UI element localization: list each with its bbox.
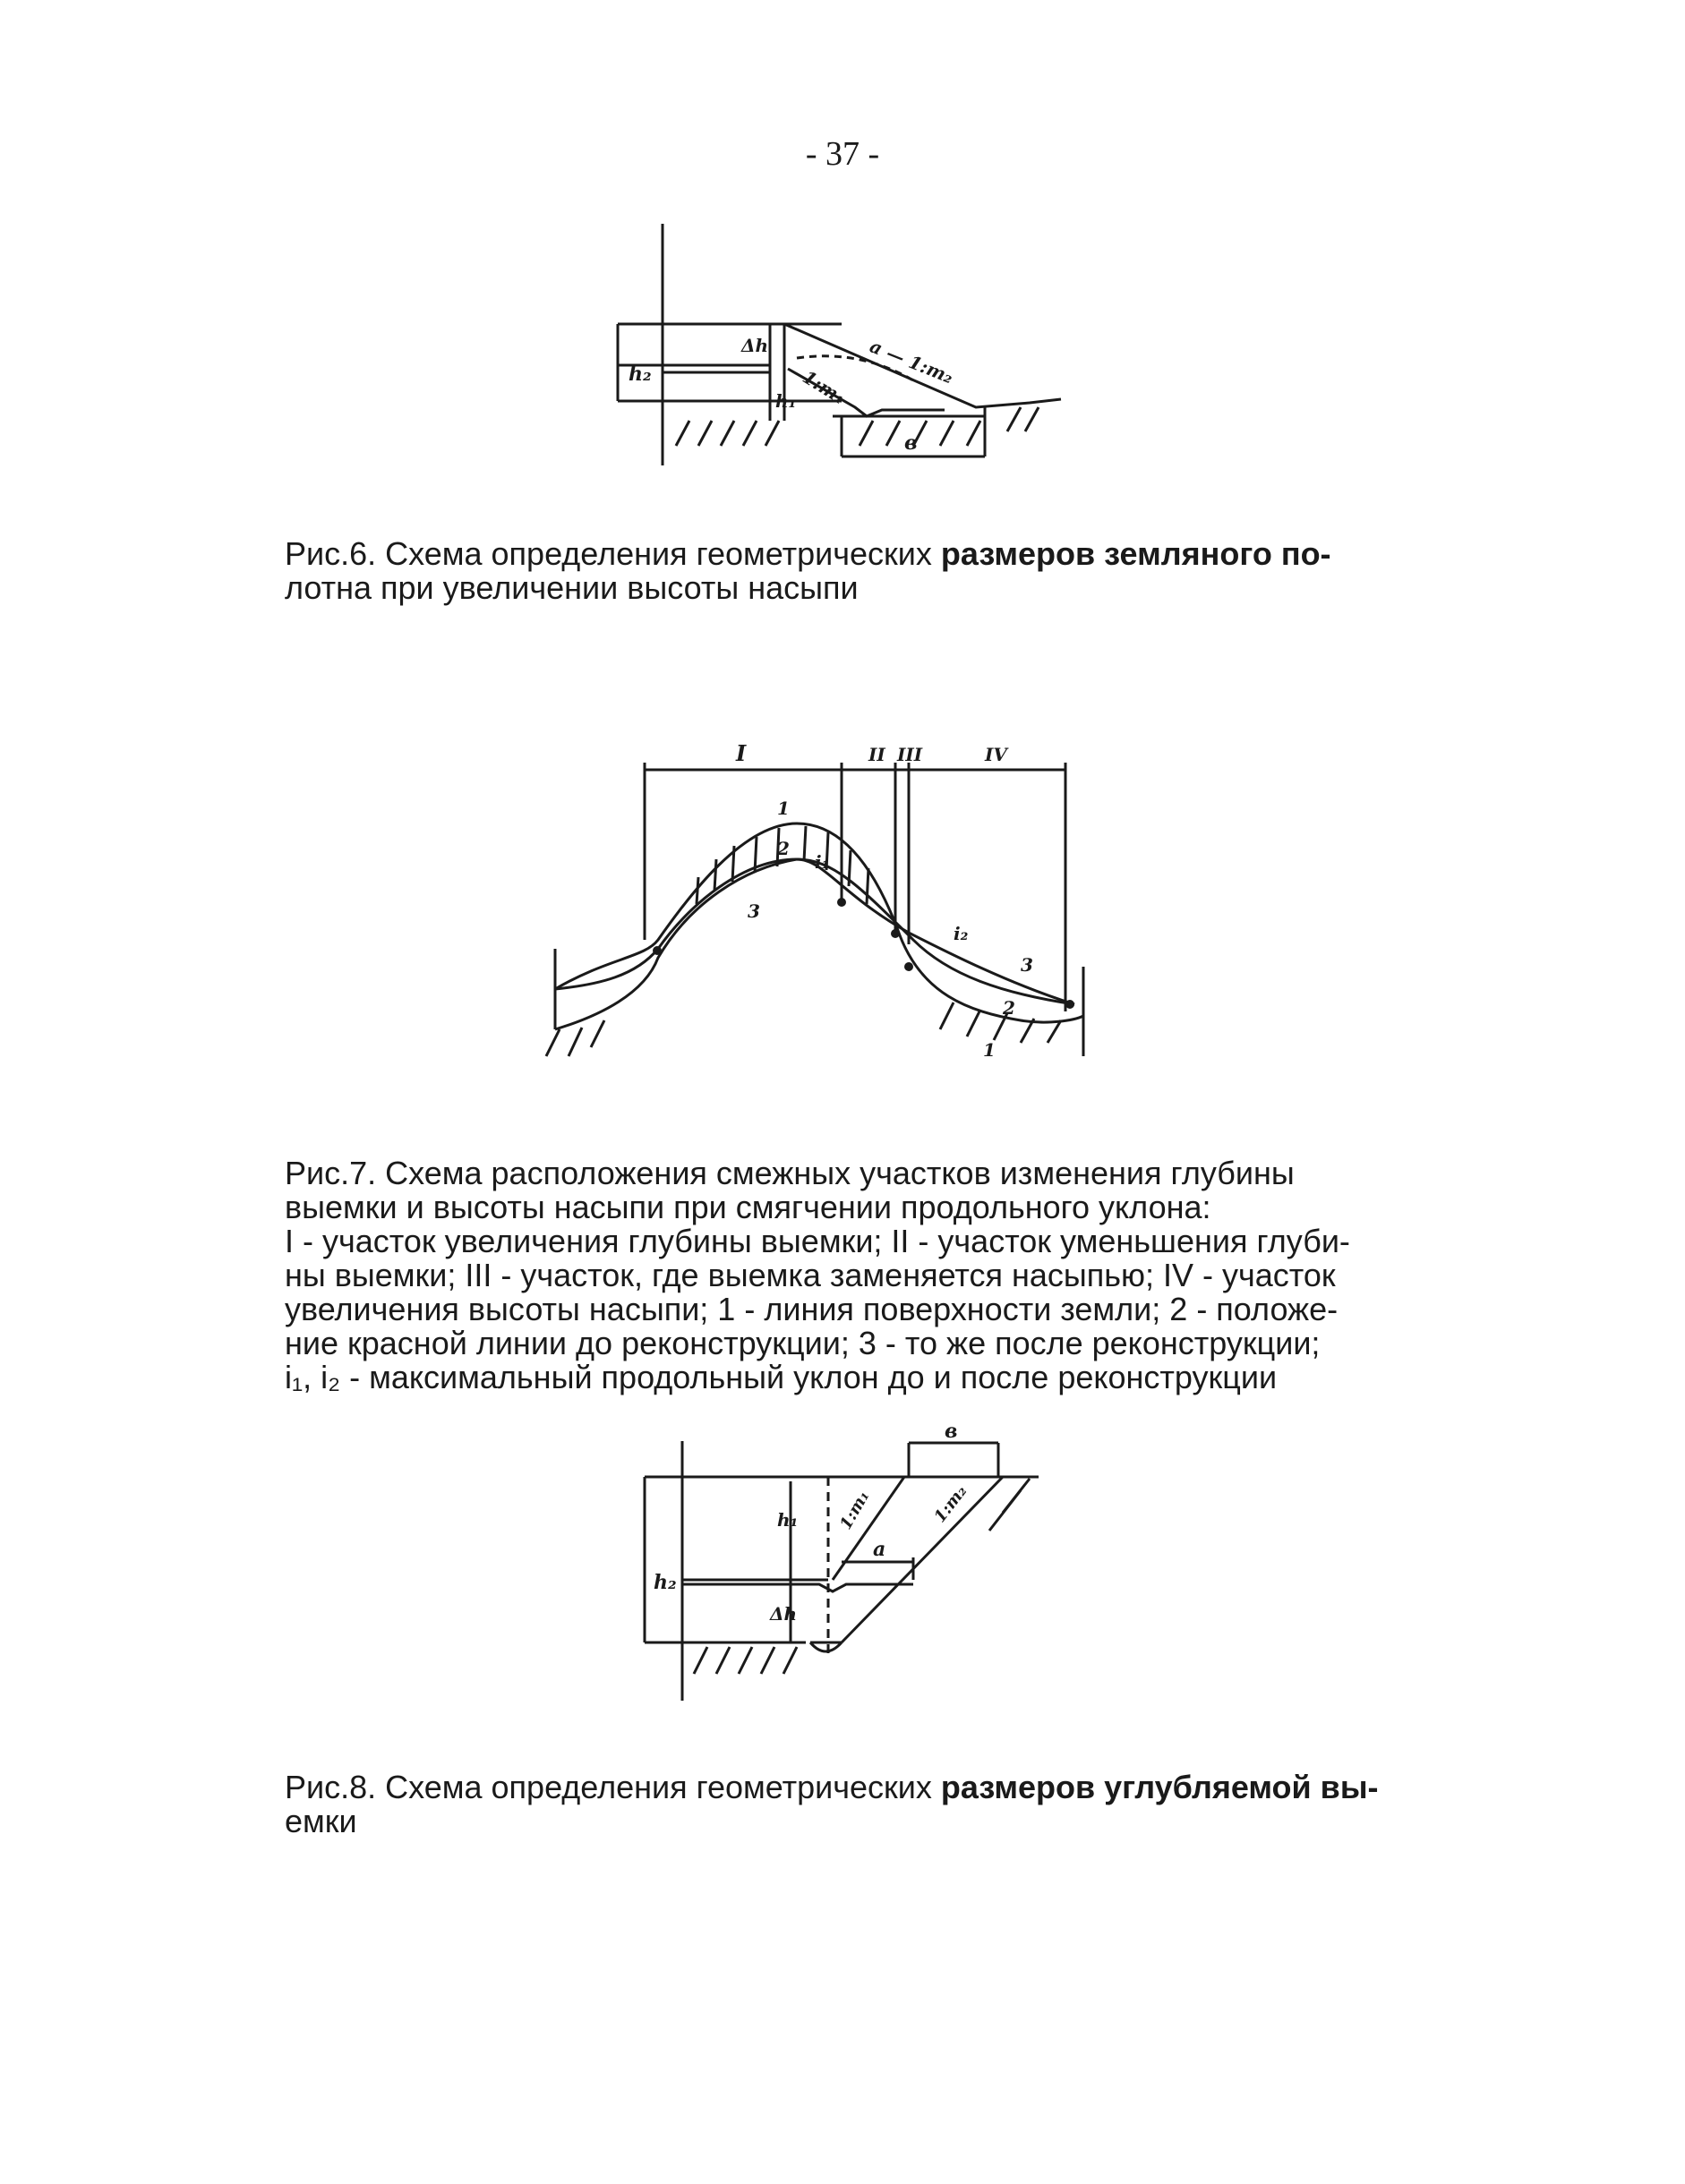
fig7-caption-line: Рис.7. Схема расположения смежных участков изменения глубины bbox=[285, 1155, 1295, 1191]
fig7-label-3: 3 bbox=[748, 900, 760, 922]
fig6-diagram bbox=[591, 224, 1092, 474]
fig8-caption bbox=[285, 1770, 1431, 1838]
fig7-diagram bbox=[537, 725, 1119, 1083]
fig7-label-i2: i₂ bbox=[954, 923, 969, 944]
fig6-label-h2: h₂ bbox=[629, 363, 652, 386]
fig7-caption bbox=[285, 1156, 1431, 1395]
fig6-label-b: в bbox=[904, 431, 918, 455]
fig6-caption bbox=[285, 537, 1431, 605]
fig7-point bbox=[1065, 1000, 1074, 1009]
fig7-red-line-before bbox=[555, 859, 1074, 1029]
fig8-caption-tail: емки bbox=[285, 1803, 357, 1839]
fig7-label-1: 1 bbox=[777, 798, 790, 819]
fig8-label-a: a bbox=[873, 1538, 886, 1561]
fig7-label-i1: i₁ bbox=[815, 851, 830, 873]
fig7-caption-line: I - участок увеличения глубины выемки; II - участок уменьшения глуби- bbox=[285, 1223, 1350, 1259]
fig8-label-h2: h₂ bbox=[654, 1571, 677, 1594]
fig7-point bbox=[837, 898, 846, 907]
fig7-label-3b: 3 bbox=[1021, 954, 1033, 976]
fig7-caption-line: увеличения высоты насыпи; 1 - линия поверхности земли; 2 - положе- bbox=[285, 1291, 1339, 1327]
fig7-label-1b: 1 bbox=[983, 1039, 996, 1061]
fig7-red-line-after bbox=[555, 859, 1074, 1004]
fig6-label-h1: h₁ bbox=[775, 390, 797, 412]
fig6-caption-tail: лотна при увеличении высоты насыпи bbox=[285, 569, 859, 606]
fig7-label-2b: 2 bbox=[1003, 997, 1015, 1019]
fig7-label-IV: IV bbox=[985, 744, 1007, 765]
fig7-point bbox=[904, 962, 913, 971]
fig7-caption-line: ние красной линии до реконструкции; 3 - то же после реконструкции; bbox=[285, 1325, 1321, 1361]
fig7-label-II: II bbox=[868, 744, 885, 765]
fig8-caption-lead: Рис.8. Схема определения геометрических bbox=[285, 1769, 932, 1805]
fig7-caption-line: ны выемки; III - участок, где выемка заменяется насыпью; IV - участок bbox=[285, 1257, 1336, 1293]
fig7-label-III: III bbox=[897, 744, 923, 765]
fig8-label-b: в bbox=[945, 1420, 958, 1443]
fig7-label-2: 2 bbox=[777, 838, 790, 859]
fig8-label-h1: h₁ bbox=[777, 1509, 799, 1531]
fig8-label-dh: Δh bbox=[770, 1603, 798, 1625]
fig6-label-slope1: 1:m₁ bbox=[799, 365, 850, 409]
fig7-caption-line: i₁, i₂ - максимальный продольный уклон до и после реконструкции bbox=[285, 1359, 1278, 1395]
fig7-label-I: I bbox=[736, 740, 747, 766]
fig7-caption-line: выемки и высоты насыпи при смягчении продольного уклона: bbox=[285, 1189, 1211, 1225]
fig6-label-dh: Δh bbox=[741, 335, 769, 356]
fig6-label-a-slope: a — 1:m₂ bbox=[867, 335, 957, 388]
fig6-caption-lead: Рис.6. Схема определения геометрических bbox=[285, 535, 932, 572]
fig7-point bbox=[653, 946, 662, 955]
fig8-label-slope2: 1:m₂ bbox=[930, 1481, 971, 1527]
fig8-label-slope1: 1:m₁ bbox=[836, 1488, 874, 1533]
fig8-diagram bbox=[627, 1420, 1056, 1719]
page-number: - 37 - bbox=[805, 135, 880, 173]
fig6-caption-bold: размеров земляного по- bbox=[940, 535, 1331, 572]
fig7-hatch bbox=[546, 826, 1061, 1056]
fig7-point bbox=[891, 929, 900, 938]
fig8-caption-bold: размеров углубляемой вы- bbox=[940, 1769, 1379, 1805]
